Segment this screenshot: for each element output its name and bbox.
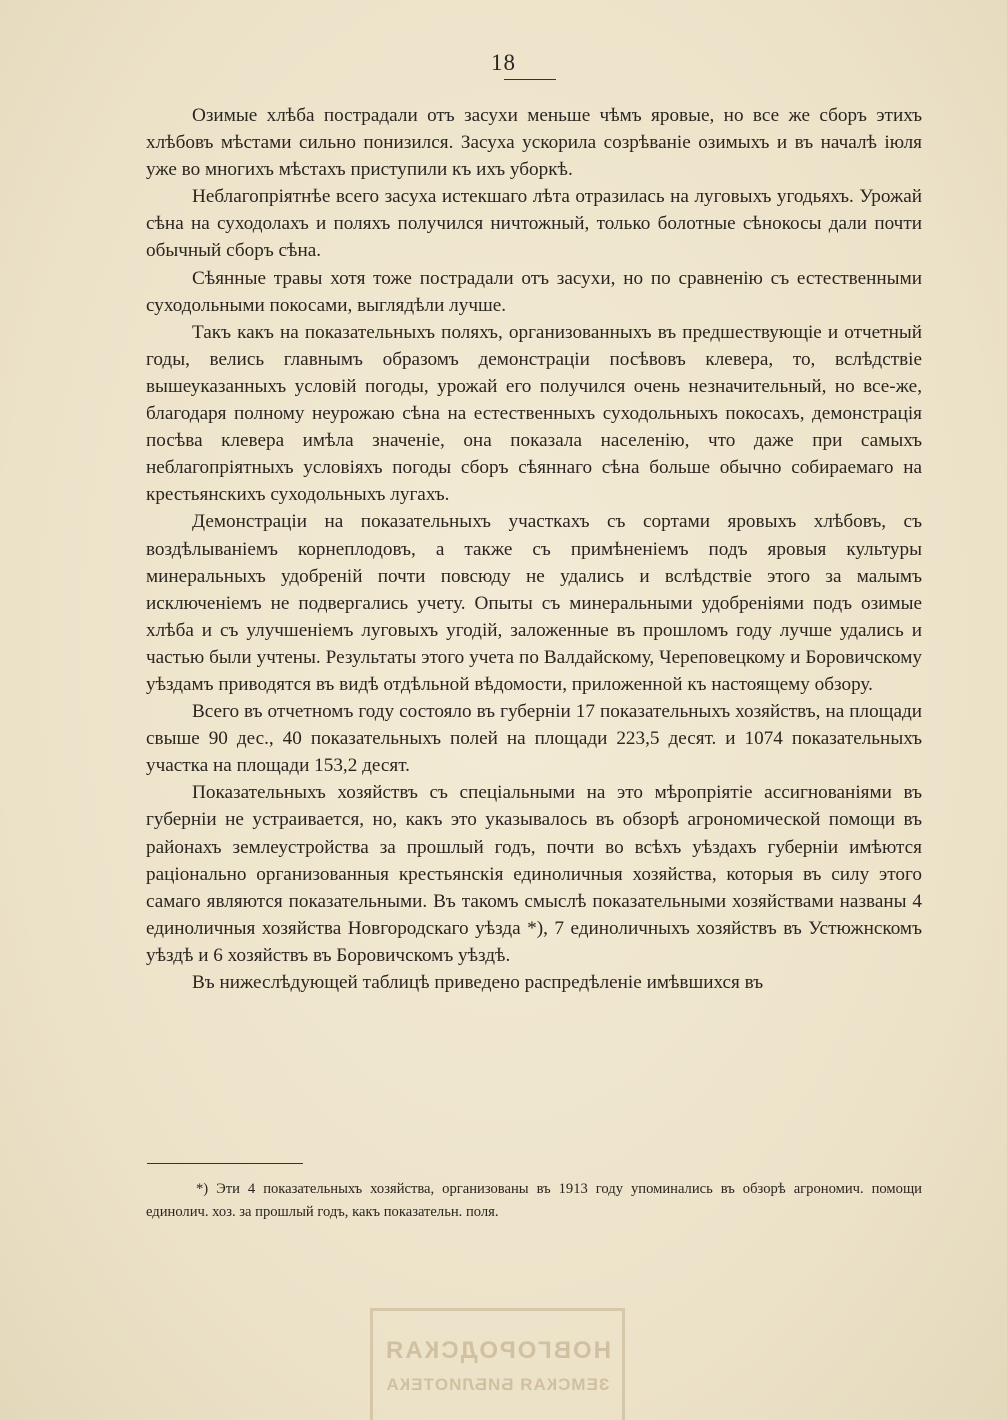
library-stamp <box>370 1308 625 1420</box>
stamp-line-2: ЗЕМСКАЯ БИБЛИОТЕКА <box>385 1375 610 1394</box>
paragraph-6: Всего въ отчетномъ году состояло въ губерніи 17 показательныхъ хозяйствъ, на площади свыше 90 дес., 40 показательныхъ полей на площади 223,5 десят. и 1074 показательныхъ участка на площади 153,2 десят. <box>146 701 922 777</box>
page-number: 18 <box>491 50 516 75</box>
paragraph-3: Сѣянные травы хотя тоже пострадали отъ засухи, но по сравненію съ естественными суходольными покосами, выглядѣли лучше. <box>146 267 922 316</box>
paragraph-7: Показательныхъ хозяйствъ съ спеціальными на это мѣропріятіе ассигнованіями въ губерніи не устраивается, но, какъ это указывалось въ обзорѣ агрономической помощи въ районахъ землеустройства за прошлый годъ, почти во всѣхъ уѣздахъ губерніи имѣются раціонально организованныя крестьянскія единоличныя хозяйства, которыя въ силу этого самаго являются показательными. Въ такомъ смыслѣ показательными хозяйствами названы 4 единоличныя хозяйства Новгородскаго уѣзда *), 7 единоличныхъ хозяйствъ въ Устюжнскомъ уѣздѣ и 6 хозяйствъ въ Боровичскомъ уѣздѣ. <box>146 782 922 966</box>
body-text <box>146 102 922 996</box>
paragraph-5: Демонстраціи на показательныхъ участкахъ съ сортами яровыхъ хлѣбовъ, съ воздѣлываніемъ корнеплодовъ, а также съ примѣненіемъ подъ яровыя культуры минеральныхъ удобреній почти повсюду не удались и вслѣдствіе этого за малымъ исключеніемъ не подвергались учету. Опыты съ минеральными удобреніями подъ озимые хлѣба и съ улучшеніемъ луговыхъ угодій, заложенные въ прошломъ году лучше удались и частью были учтены. Результаты этого учета по Валдайскому, Череповецкому и Боровичскому уѣздамъ приводятся въ видѣ отдѣльной вѣдомости, приложенной къ настоящему обзору. <box>146 511 922 695</box>
footnote-rule <box>147 1163 303 1164</box>
stamp-line-1: НОВГОРОДСКАЯ <box>384 1337 611 1364</box>
paragraph-1: Озимые хлѣба пострадали отъ засухи меньше чѣмъ яровые, но все же сборъ этихъ хлѣбовъ мѣстами сильно понизился. Засуха ускорила созрѣваніе озимыхъ и въ началѣ іюля уже во многихъ мѣстахъ приступили къ ихъ уборкѣ. <box>146 105 922 181</box>
paragraph-2: Неблагопріятнѣе всего засуха истекшаго лѣта отразилась на луговыхъ угодьяхъ. Урожай сѣна на суходолахъ и поляхъ получился ничтожный, только болотные сѣнокосы дали почти обычный сборъ сѣна. <box>146 186 922 262</box>
paragraph-8: Въ нижеслѣдующей таблицѣ приведено распредѣленіе имѣвшихся въ <box>192 972 764 993</box>
paragraph-4: Такъ какъ на показательныхъ поляхъ, организованныхъ въ предшествующіе и отчетный годы, велись главнымъ образомъ демонстраціи посѣвовъ клевера, то, вслѣдствіе вышеуказанныхъ условій погоды, урожай его получился очень незначительный, но все-же, благодаря полному неурожаю сѣна на естественныхъ суходольныхъ покосахъ, демонстрація посѣва клевера имѣла значеніе, она показала населенію, что даже при самыхъ неблагопріятныхъ условіяхъ погоды сборъ сѣяннаго сѣна больше обычно собираемаго на крестьянскихъ суходольныхъ лугахъ. <box>146 321 922 506</box>
page-number-rule <box>504 79 556 80</box>
footnote: *) Эти 4 показательныхъ хозяйства, организованы въ 1913 году упоминались въ обзорѣ агрономич. помощи единолич. хоз. за прошлый годъ, какъ показательн. поля. <box>146 1181 922 1220</box>
